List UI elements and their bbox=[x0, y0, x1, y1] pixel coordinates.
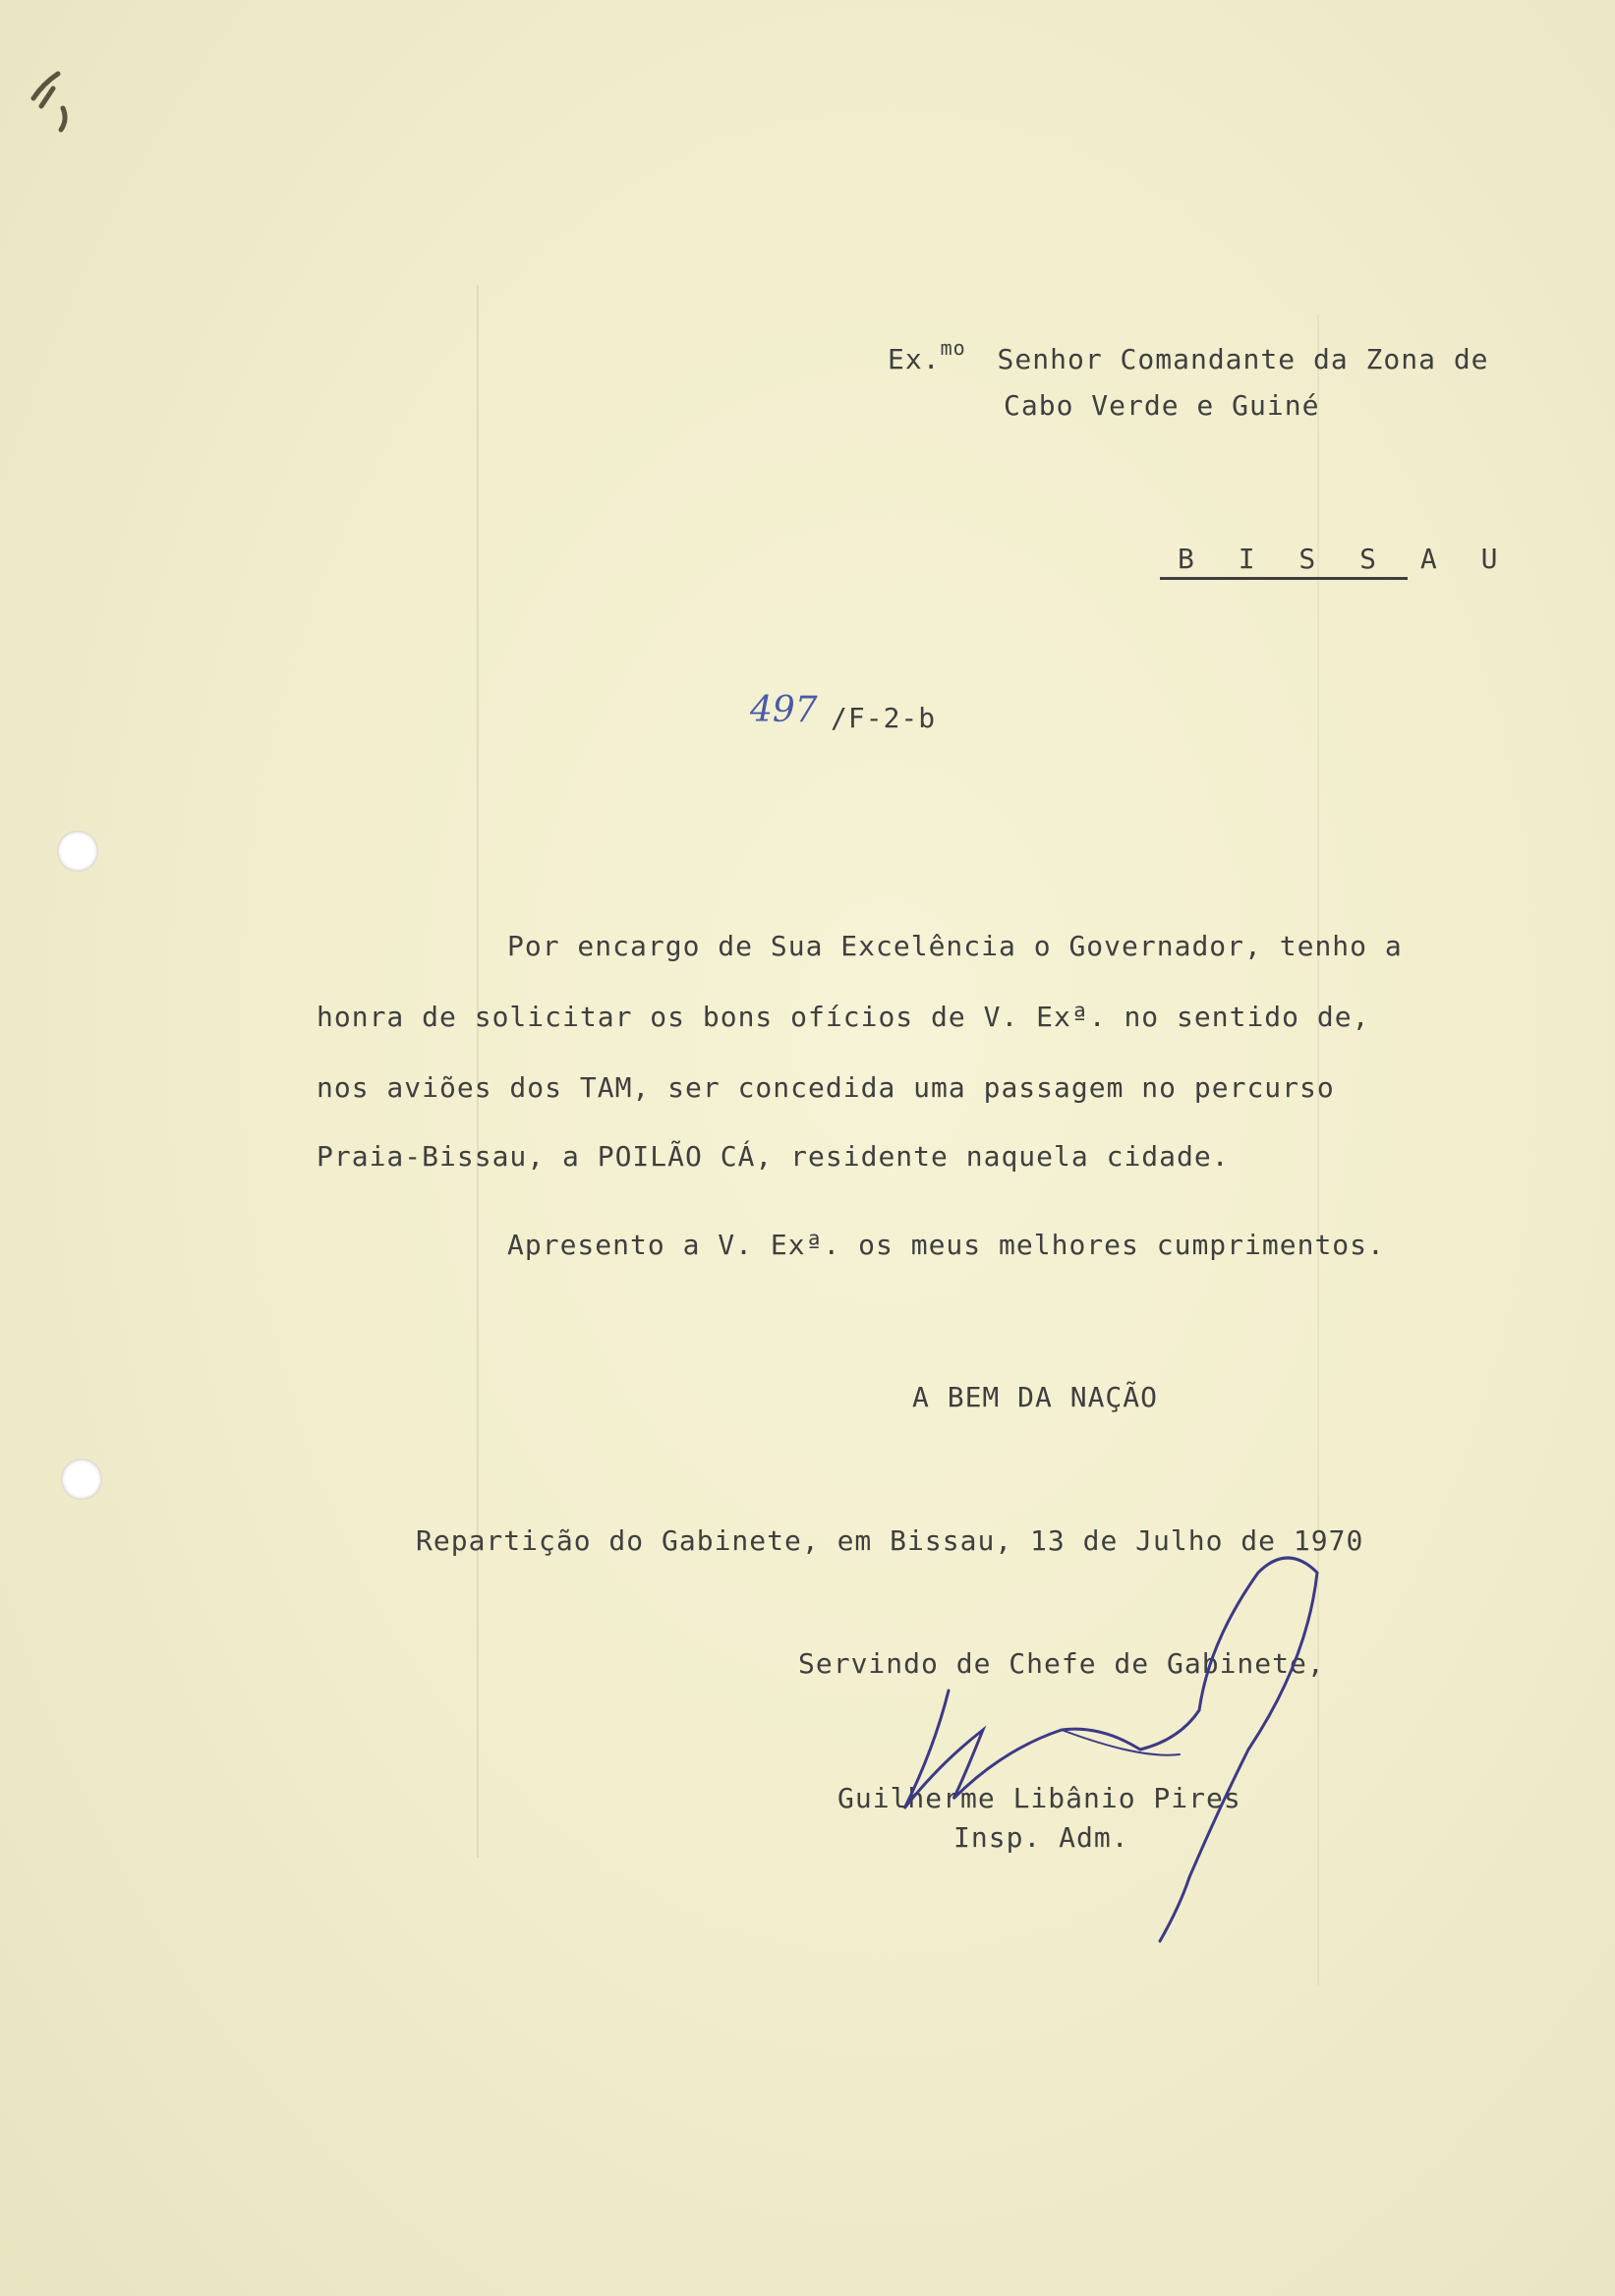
handwritten-signature bbox=[845, 1553, 1356, 1946]
salutation-superscript: mo bbox=[940, 336, 966, 360]
addressee-city: B I S S A U bbox=[1178, 543, 1512, 575]
corner-tick-mark bbox=[14, 59, 83, 138]
body-line: Praia-Bissau, a POILÃO CÁ, residente naquela cidade. bbox=[317, 1140, 1230, 1173]
place-and-date: Repartição do Gabinete, em Bissau, 13 de Julho de 1970 bbox=[416, 1524, 1364, 1557]
reference-code: /F-2-b bbox=[831, 702, 937, 734]
addressee-line-2: Cabo Verde e Guiné bbox=[1004, 389, 1320, 422]
motto: A BEM DA NAÇÃO bbox=[912, 1381, 1159, 1413]
punch-hole-bottom bbox=[61, 1459, 102, 1500]
body-line: honra de solicitar os bons ofícios de V. Exª. no sentido de, bbox=[317, 1001, 1370, 1033]
city-underline bbox=[1160, 577, 1408, 580]
addressee-title: Senhor Comandante da Zona de bbox=[997, 343, 1489, 375]
body-line: nos aviões dos TAM, ser concedida uma passagem no percurso bbox=[317, 1071, 1335, 1104]
salutation: Ex. bbox=[888, 343, 941, 375]
signatory-name: Guilherme Libânio Pires bbox=[837, 1782, 1241, 1814]
signatory-title: Insp. Adm. bbox=[953, 1821, 1129, 1854]
addressee-line-1 bbox=[888, 336, 1489, 375]
punch-hole-top bbox=[57, 831, 98, 872]
signatory-role: Servindo de Chefe de Gabinete, bbox=[798, 1647, 1325, 1680]
body-line: Por encargo de Sua Excelência o Governador, tenho a bbox=[507, 930, 1403, 962]
handwritten-reference-number: 497 bbox=[750, 690, 818, 730]
closing-line: Apresento a V. Exª. os meus melhores cumprimentos. bbox=[507, 1229, 1385, 1261]
